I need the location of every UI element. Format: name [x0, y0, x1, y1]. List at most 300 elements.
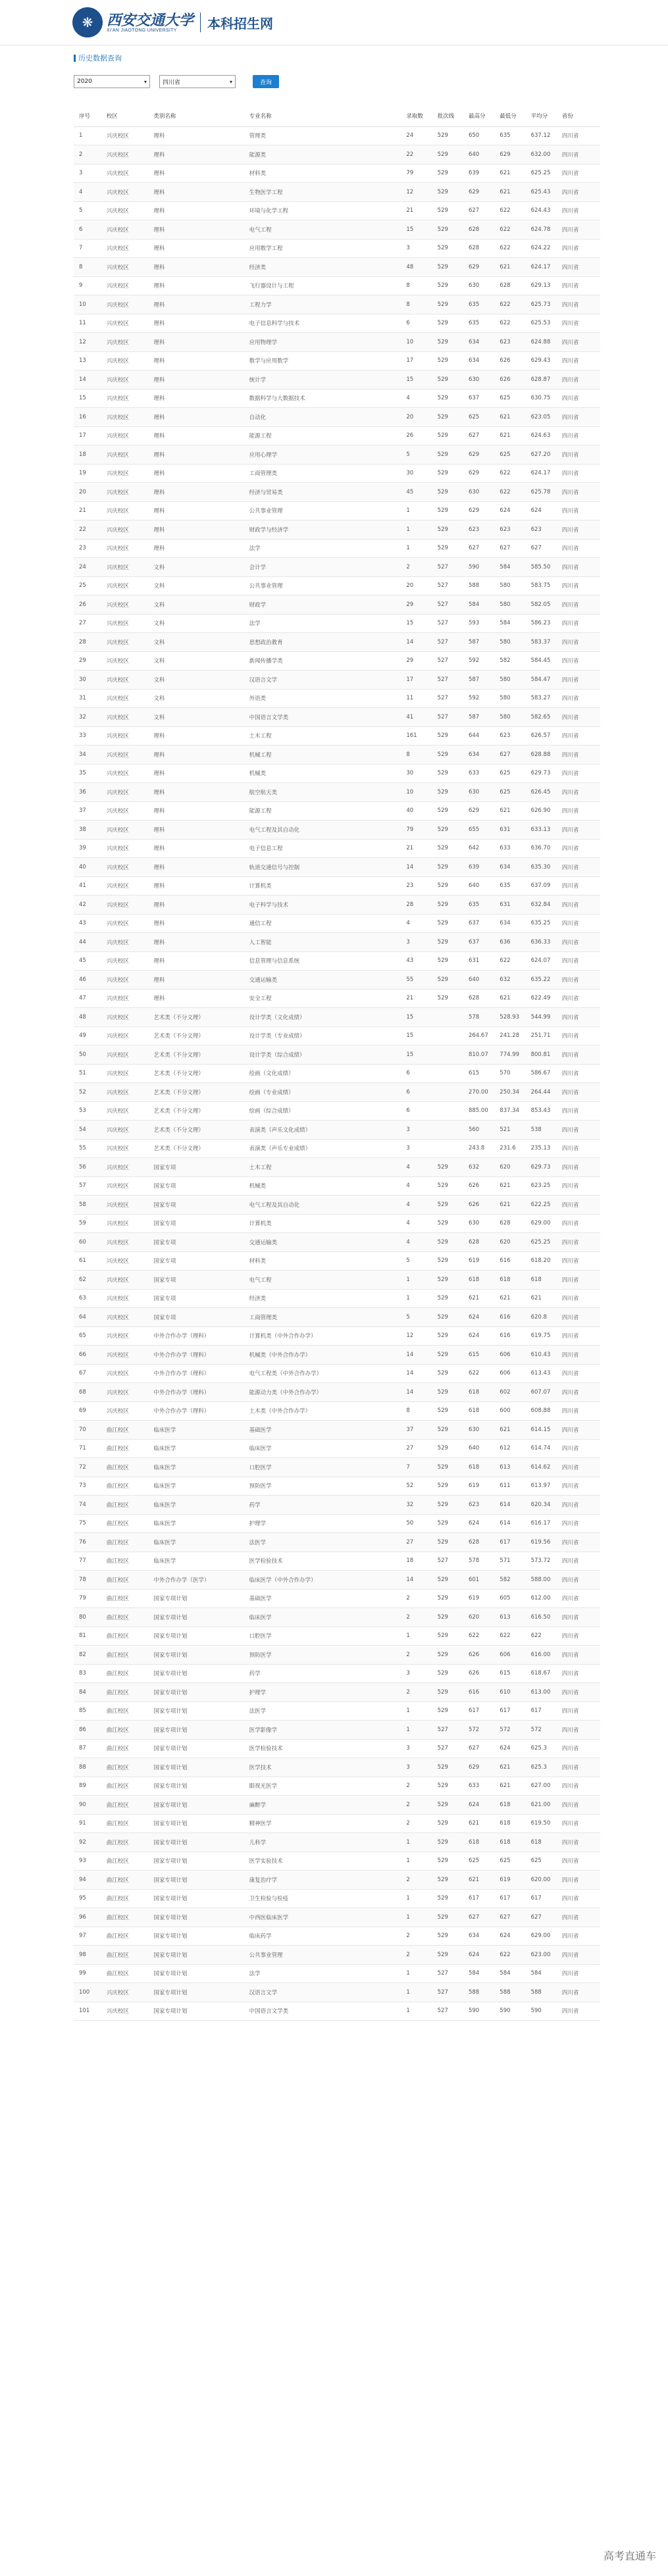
- table-row: [74, 539, 600, 558]
- cell-category: 理科: [148, 145, 244, 164]
- cell-campus: 兴庆校区: [101, 1196, 149, 1215]
- cell-category: 国家专项: [148, 1271, 244, 1290]
- cell-max-score: 587: [463, 670, 494, 690]
- cell-min-score: 621: [494, 426, 525, 445]
- cell-avg-score: 618.20: [526, 1251, 557, 1271]
- cell-avg-score: 630.75: [526, 389, 557, 408]
- cell-batch-line: 529: [432, 183, 463, 202]
- university-seal-icon[interactable]: ❋: [72, 7, 103, 38]
- cell-province: 四川省: [557, 1289, 600, 1308]
- cell-category: 艺术类（不分文理）: [148, 1008, 244, 1027]
- cell-min-score: 625: [494, 764, 525, 783]
- cell-campus: 兴庆校区: [101, 558, 149, 577]
- cell-province: 四川省: [557, 914, 600, 933]
- cell-category: 国家专项计划: [148, 1627, 244, 1646]
- cell-min-score: 621: [494, 408, 525, 427]
- cell-avg-score: 800.81: [526, 1046, 557, 1065]
- cell-category: 国家专项: [148, 1289, 244, 1308]
- cell-campus: 兴庆校区: [101, 501, 149, 520]
- cell-avg-score: 625.25: [526, 1233, 557, 1252]
- cell-min-score: 606: [494, 1346, 525, 1365]
- cell-category: 国家专项计划: [148, 1833, 244, 1852]
- table-row: [74, 821, 600, 840]
- table-row: [74, 1533, 600, 1552]
- cell-avg-score: 619.75: [526, 1326, 557, 1346]
- cell-category: 理科: [148, 370, 244, 390]
- cell-category: 理科: [148, 821, 244, 840]
- cell-index: 35: [74, 764, 101, 783]
- cell-campus: 曲江校区: [101, 1964, 149, 1983]
- cell-max-score: 616: [463, 1683, 494, 1702]
- cell-admitted: 27: [401, 1439, 432, 1458]
- cell-batch-line: [432, 1008, 463, 1027]
- cell-province: 四川省: [557, 258, 600, 277]
- table-row: [74, 1139, 600, 1158]
- cell-province: 四川省: [557, 558, 600, 577]
- cell-max-score: 619: [463, 1589, 494, 1608]
- cell-campus: 兴庆校区: [101, 483, 149, 502]
- cell-admitted: 6: [401, 314, 432, 333]
- cell-min-score: 610: [494, 1683, 525, 1702]
- cell-max-score: 572: [463, 1721, 494, 1740]
- cell-index: 72: [74, 1458, 101, 1477]
- cell-index: 14: [74, 370, 101, 390]
- cell-category: 艺术类（不分文理）: [148, 1101, 244, 1121]
- cell-avg-score: 588: [526, 1983, 557, 2002]
- cell-max-score: 621: [463, 1871, 494, 1890]
- cell-major: 飞行器设计与工程: [244, 276, 401, 295]
- cell-min-score: 625: [494, 445, 525, 465]
- cell-min-score: 580: [494, 595, 525, 615]
- cell-campus: 兴庆校区: [101, 1326, 149, 1346]
- cell-category: 理科: [148, 839, 244, 858]
- cell-admitted: 4: [401, 1233, 432, 1252]
- cell-batch-line: 529: [432, 1871, 463, 1890]
- cell-batch-line: 529: [432, 1852, 463, 1871]
- cell-major: 材料类: [244, 1251, 401, 1271]
- cell-max-score: 637: [463, 933, 494, 952]
- table-row: [74, 764, 600, 783]
- cell-max-score: 630: [463, 370, 494, 390]
- cell-category: 理科: [148, 896, 244, 915]
- table-row: [74, 1814, 600, 1833]
- cell-avg-score: 619.56: [526, 1533, 557, 1552]
- cell-major: 汉语言文学: [244, 670, 401, 690]
- cell-category: 国家专项计划: [148, 1646, 244, 1665]
- table-row: [74, 1421, 600, 1440]
- cell-category: 国家专项计划: [148, 1946, 244, 1965]
- col-header-major: 专业名称: [244, 105, 401, 126]
- cell-max-score: 634: [463, 1927, 494, 1946]
- cell-campus: 曲江校区: [101, 1721, 149, 1740]
- cell-admitted: 8: [401, 1402, 432, 1421]
- cell-index: 54: [74, 1121, 101, 1140]
- cell-min-score: 620: [494, 1158, 525, 1177]
- cell-category: 理科: [148, 539, 244, 558]
- cell-max-score: 584: [463, 1964, 494, 1983]
- cell-max-score: 587: [463, 633, 494, 652]
- cell-min-score: 613: [494, 1458, 525, 1477]
- cell-index: 28: [74, 633, 101, 652]
- chevron-down-icon: ▾: [229, 78, 232, 85]
- cell-category: 理科: [148, 745, 244, 765]
- cell-batch-line: 529: [432, 370, 463, 390]
- cell-min-score: 580: [494, 670, 525, 690]
- cell-max-score: 629: [463, 501, 494, 520]
- cell-max-score: 590: [463, 2002, 494, 2021]
- cell-major: 法医学: [244, 1702, 401, 1721]
- table-row: [74, 1496, 600, 1515]
- cell-category: 中外合作办学（理科）: [148, 1326, 244, 1346]
- cell-province: 四川省: [557, 595, 600, 615]
- cell-category: 文科: [148, 651, 244, 670]
- cell-batch-line: 529: [432, 1796, 463, 1815]
- cell-major: 药学: [244, 1664, 401, 1683]
- table-row: [74, 914, 600, 933]
- cell-category: 理科: [148, 858, 244, 877]
- cell-category: 国家专项: [148, 1233, 244, 1252]
- cell-batch-line: 529: [432, 520, 463, 540]
- cell-avg-score: 624.88: [526, 333, 557, 352]
- col-header-category: 类别名称: [148, 105, 244, 126]
- cell-min-score: 627: [494, 745, 525, 765]
- cell-category: 中外合作办学（理科）: [148, 1402, 244, 1421]
- query-button[interactable]: 查询: [253, 75, 279, 88]
- logo-divider: [200, 13, 201, 32]
- cell-admitted: 15: [401, 1008, 432, 1027]
- cell-category: 理科: [148, 726, 244, 745]
- table-row: [74, 614, 600, 633]
- cell-major: 安全工程: [244, 989, 401, 1008]
- cell-batch-line: 527: [432, 633, 463, 652]
- cell-category: 理科: [148, 971, 244, 990]
- cell-index: 47: [74, 989, 101, 1008]
- cell-avg-score: 618: [526, 1833, 557, 1852]
- cell-admitted: 1: [401, 1983, 432, 2002]
- cell-avg-score: 625.73: [526, 295, 557, 315]
- cell-index: 66: [74, 1346, 101, 1365]
- cell-campus: 曲江校区: [101, 1758, 149, 1777]
- cell-province: 四川省: [557, 1439, 600, 1458]
- cell-avg-score: 635.22: [526, 971, 557, 990]
- table-row: [74, 1477, 600, 1496]
- cell-index: 53: [74, 1101, 101, 1121]
- cell-min-score: 628: [494, 1214, 525, 1233]
- cell-min-score: 615: [494, 1664, 525, 1683]
- site-title[interactable]: 本科招生网: [207, 15, 274, 32]
- cell-batch-line: 529: [432, 783, 463, 802]
- cell-major: 机械工程: [244, 745, 401, 765]
- cell-campus: 兴庆校区: [101, 258, 149, 277]
- cell-category: 国家专项计划: [148, 2002, 244, 2021]
- cell-max-score: 624: [463, 1514, 494, 1533]
- cell-major: 电气工程及其自动化: [244, 1196, 401, 1215]
- cell-province: 四川省: [557, 408, 600, 427]
- cell-avg-score: 616.50: [526, 1608, 557, 1627]
- cell-batch-line: 527: [432, 1983, 463, 2002]
- cell-admitted: 15: [401, 220, 432, 240]
- cell-max-score: 584: [463, 595, 494, 615]
- cell-province: 四川省: [557, 276, 600, 295]
- cell-admitted: 6: [401, 1083, 432, 1102]
- cell-category: 理科: [148, 164, 244, 183]
- cell-batch-line: 529: [432, 933, 463, 952]
- cell-batch-line: 529: [432, 1439, 463, 1458]
- cell-index: 46: [74, 971, 101, 990]
- cell-min-score: 628: [494, 276, 525, 295]
- cell-max-score: 615: [463, 1346, 494, 1365]
- cell-index: 68: [74, 1383, 101, 1402]
- cell-major: 儿科学: [244, 1833, 401, 1852]
- table-row: [74, 1346, 600, 1365]
- cell-batch-line: 527: [432, 576, 463, 595]
- cell-min-score: 627: [494, 539, 525, 558]
- cell-min-score: 618: [494, 1833, 525, 1852]
- cell-province: 四川省: [557, 314, 600, 333]
- cell-batch-line: 529: [432, 951, 463, 971]
- cell-campus: 曲江校区: [101, 1777, 149, 1796]
- cell-major: 应用数学工程: [244, 239, 401, 258]
- cell-index: 88: [74, 1758, 101, 1777]
- cell-max-score: 640: [463, 876, 494, 896]
- cell-batch-line: 529: [432, 1814, 463, 1833]
- cell-batch-line: 529: [432, 1496, 463, 1515]
- university-logo[interactable]: [107, 13, 193, 33]
- cell-max-score: 627: [463, 201, 494, 220]
- cell-batch-line: 529: [432, 1346, 463, 1365]
- cell-avg-score: 624.17: [526, 464, 557, 483]
- table-row: [74, 839, 600, 858]
- cell-province: 四川省: [557, 1233, 600, 1252]
- cell-province: 四川省: [557, 933, 600, 952]
- cell-campus: 兴庆校区: [101, 595, 149, 615]
- cell-major: 交通运输类: [244, 1233, 401, 1252]
- cell-campus: 兴庆校区: [101, 539, 149, 558]
- cell-major: 医学实验技术: [244, 1852, 401, 1871]
- cell-province: 四川省: [557, 1101, 600, 1121]
- cell-category: 国家专项计划: [148, 1608, 244, 1627]
- cell-major: 新闻传播学类: [244, 651, 401, 670]
- cell-batch-line: [432, 1121, 463, 1140]
- cell-major: 能源类: [244, 145, 401, 164]
- table-row: [74, 1233, 600, 1252]
- cell-min-score: 571: [494, 1552, 525, 1571]
- cell-category: 临床医学: [148, 1477, 244, 1496]
- cell-province: 四川省: [557, 1477, 600, 1496]
- cell-campus: 曲江校区: [101, 1852, 149, 1871]
- cell-admitted: 2: [401, 1814, 432, 1833]
- table-row: [74, 220, 600, 240]
- cell-min-score: 612: [494, 1439, 525, 1458]
- cell-major: 环境与化学工程: [244, 201, 401, 220]
- cell-province: 四川省: [557, 464, 600, 483]
- cell-category: 国家专项: [148, 1196, 244, 1215]
- cell-province: 四川省: [557, 1889, 600, 1908]
- table-row: [74, 558, 600, 577]
- cell-batch-line: 529: [432, 1383, 463, 1402]
- cell-admitted: 1: [401, 520, 432, 540]
- cell-major: 机械类（中外合作办学）: [244, 1346, 401, 1365]
- cell-min-score: 600: [494, 1402, 525, 1421]
- cell-min-score: 570: [494, 1064, 525, 1083]
- cell-avg-score: 625: [526, 1852, 557, 1871]
- cell-admitted: 4: [401, 914, 432, 933]
- table-row: [74, 689, 600, 708]
- cell-index: 97: [74, 1927, 101, 1946]
- cell-max-score: 634: [463, 745, 494, 765]
- cell-admitted: 1: [401, 1852, 432, 1871]
- cell-campus: 兴庆校区: [101, 370, 149, 390]
- cell-avg-score: 626.57: [526, 726, 557, 745]
- cell-min-score: 622: [494, 483, 525, 502]
- cell-avg-score: 627.00: [526, 1777, 557, 1796]
- cell-province: 四川省: [557, 1346, 600, 1365]
- cell-category: 国家专项: [148, 1158, 244, 1177]
- cell-admitted: 1: [401, 501, 432, 520]
- table-row: [74, 595, 600, 615]
- cell-province: 四川省: [557, 651, 600, 670]
- cell-campus: 曲江校区: [101, 1421, 149, 1440]
- cell-avg-score: 573.72: [526, 1552, 557, 1571]
- cell-campus: 兴庆校区: [101, 651, 149, 670]
- cell-avg-score: 625.78: [526, 483, 557, 502]
- table-body: [74, 126, 600, 2021]
- cell-index: 69: [74, 1402, 101, 1421]
- cell-admitted: 3: [401, 1139, 432, 1158]
- cell-batch-line: 529: [432, 501, 463, 520]
- cell-province: 四川省: [557, 1514, 600, 1533]
- cell-min-score: 622: [494, 464, 525, 483]
- cell-max-score: 629: [463, 183, 494, 202]
- cell-province: 四川省: [557, 951, 600, 971]
- cell-province: 四川省: [557, 445, 600, 465]
- cell-category: 理科: [148, 951, 244, 971]
- cell-major: 法医学: [244, 1533, 401, 1552]
- cell-max-score: 633: [463, 764, 494, 783]
- cell-admitted: 1: [401, 1271, 432, 1290]
- cell-max-score: 624: [463, 1946, 494, 1965]
- cell-index: 70: [74, 1421, 101, 1440]
- cell-min-score: 633: [494, 839, 525, 858]
- cell-index: 32: [74, 708, 101, 727]
- cell-index: 98: [74, 1946, 101, 1965]
- cell-batch-line: 529: [432, 1364, 463, 1383]
- cell-avg-score: 625.53: [526, 314, 557, 333]
- cell-avg-score: 618: [526, 1271, 557, 1290]
- table-row: [74, 1964, 600, 1983]
- cell-category: 艺术类（不分文理）: [148, 1026, 244, 1046]
- cell-index: 22: [74, 520, 101, 540]
- cell-category: 文科: [148, 633, 244, 652]
- cell-admitted: 18: [401, 1552, 432, 1571]
- cell-campus: 兴庆校区: [101, 1158, 149, 1177]
- cell-batch-line: 529: [432, 1627, 463, 1646]
- cell-index: 59: [74, 1214, 101, 1233]
- cell-index: 75: [74, 1514, 101, 1533]
- cell-major: 绘画（专业成绩）: [244, 1083, 401, 1102]
- cell-min-score: 635: [494, 876, 525, 896]
- table-row: [74, 183, 600, 202]
- cell-min-score: 616: [494, 1326, 525, 1346]
- cell-major: 计算机类: [244, 876, 401, 896]
- cell-campus: 兴庆校区: [101, 839, 149, 858]
- cell-min-score: 621: [494, 1196, 525, 1215]
- cell-province: 四川省: [557, 1496, 600, 1515]
- table-row: [74, 1008, 600, 1027]
- cell-max-score: 620: [463, 1608, 494, 1627]
- cell-batch-line: 527: [432, 689, 463, 708]
- cell-batch-line: 529: [432, 295, 463, 315]
- cell-province: 四川省: [557, 689, 600, 708]
- cell-category: 国家专项计划: [148, 1796, 244, 1815]
- cell-batch-line: 529: [432, 1833, 463, 1852]
- cell-admitted: 21: [401, 989, 432, 1008]
- cell-max-score: 810.07: [463, 1046, 494, 1065]
- cell-major: 统计学: [244, 370, 401, 390]
- cell-major: 数据科学与大数据技术: [244, 389, 401, 408]
- cell-avg-score: 632.00: [526, 145, 557, 164]
- cell-batch-line: 529: [432, 821, 463, 840]
- cell-avg-score: 572: [526, 1721, 557, 1740]
- year-select[interactable]: [74, 75, 150, 88]
- table-row: [74, 408, 600, 427]
- cell-category: 临床医学: [148, 1421, 244, 1440]
- col-header-max-score: 最高分: [463, 105, 494, 126]
- table-row: [74, 1064, 600, 1083]
- cell-index: 13: [74, 351, 101, 370]
- cell-index: 5: [74, 201, 101, 220]
- cell-avg-score: 583.75: [526, 576, 557, 595]
- cell-max-score: 631: [463, 951, 494, 971]
- cell-avg-score: 628.87: [526, 370, 557, 390]
- cell-batch-line: 529: [432, 1571, 463, 1590]
- cell-province: 四川省: [557, 1121, 600, 1140]
- cell-province: 四川省: [557, 220, 600, 240]
- cell-index: 2: [74, 145, 101, 164]
- cell-major: 绘画（综合成绩）: [244, 1101, 401, 1121]
- cell-batch-line: 529: [432, 1608, 463, 1627]
- cell-max-score: 637: [463, 389, 494, 408]
- cell-batch-line: 529: [432, 1927, 463, 1946]
- table-row: [74, 1364, 600, 1383]
- cell-max-score: 627: [463, 1908, 494, 1927]
- cell-category: 国家专项: [148, 1251, 244, 1271]
- table-row: [74, 389, 600, 408]
- cell-avg-score: 632.84: [526, 896, 557, 915]
- cell-index: 73: [74, 1477, 101, 1496]
- cell-min-score: 623: [494, 726, 525, 745]
- cell-category: 理科: [148, 408, 244, 427]
- cell-index: 101: [74, 2002, 101, 2021]
- table-row: [74, 876, 600, 896]
- cell-major: 机械类: [244, 1176, 401, 1196]
- cell-max-score: 630: [463, 1421, 494, 1440]
- cell-admitted: 37: [401, 1421, 432, 1440]
- cell-major: 法学: [244, 539, 401, 558]
- cell-major: 药学: [244, 1496, 401, 1515]
- cell-max-score: 626: [463, 1664, 494, 1683]
- cell-avg-score: 624.22: [526, 239, 557, 258]
- table-row: [74, 1796, 600, 1815]
- cell-index: 85: [74, 1702, 101, 1721]
- province-select[interactable]: [159, 75, 236, 88]
- cell-campus: 兴庆校区: [101, 1121, 149, 1140]
- watermark: 高考直通车: [601, 2546, 659, 2564]
- cell-min-score: 605: [494, 1589, 525, 1608]
- cell-category: 国家专项计划: [148, 1889, 244, 1908]
- cell-index: 37: [74, 801, 101, 821]
- cell-min-score: 624: [494, 1739, 525, 1758]
